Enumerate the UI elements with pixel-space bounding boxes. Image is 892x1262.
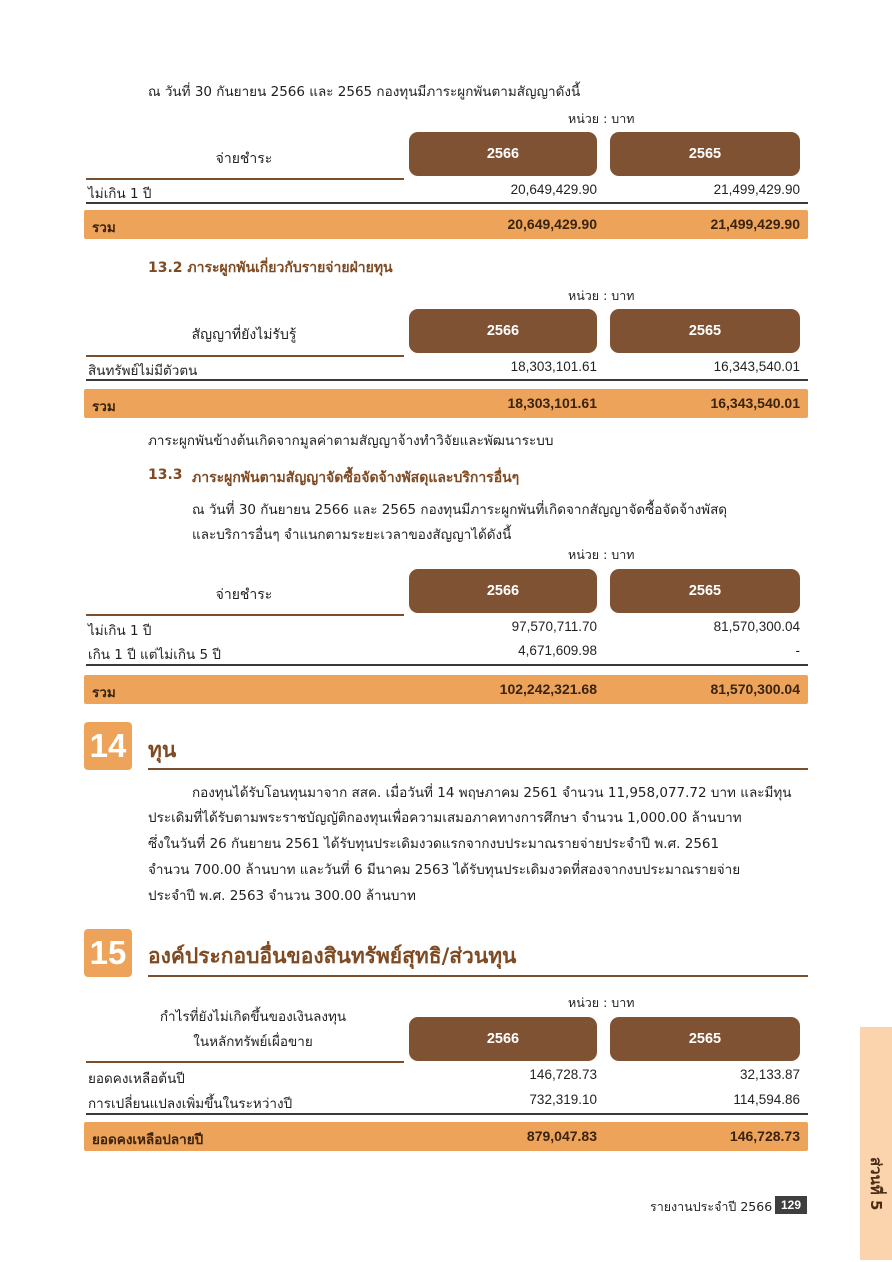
row-label: ไม่เกิน 1 ปี bbox=[88, 186, 152, 202]
total-label: รวม bbox=[92, 220, 116, 236]
table-header-label: จ่ายชำระ bbox=[215, 587, 273, 603]
total-value-2565: 16,343,540.01 bbox=[710, 395, 800, 411]
unit-label: หน่วย : บาท bbox=[568, 995, 635, 1010]
header-underline bbox=[86, 178, 404, 180]
total-label: รวม bbox=[92, 685, 116, 701]
section-14-paragraph-line5: ประจำปี พ.ศ. 2563 จำนวน 300.00 ล้านบาท bbox=[148, 888, 416, 904]
total-value-2565: 146,728.73 bbox=[729, 1128, 800, 1144]
table-header-label: จ่ายชำระ bbox=[215, 151, 273, 167]
header-underline bbox=[86, 1061, 404, 1063]
unit-label: หน่วย : บาท bbox=[568, 288, 635, 303]
unit-label: หน่วย : บาท bbox=[568, 111, 635, 126]
row-value-2566: 20,649,429.90 bbox=[510, 182, 597, 197]
row-value-2565: 16,343,540.01 bbox=[713, 359, 800, 374]
table-header-label: สัญญาที่ยังไม่รับรู้ bbox=[191, 327, 297, 343]
row-divider bbox=[86, 664, 808, 666]
intro-text: ณ วันที่ 30 กันยายน 2566 และ 2565 กองทุนมีภาระผูกพันตามสัญญาดังนี้ bbox=[148, 84, 581, 100]
total-value-2566: 879,047.83 bbox=[526, 1128, 597, 1144]
table-header-label-line1: กำไรที่ยังไม่เกิดขึ้นของเงินลงทุน bbox=[159, 1009, 347, 1025]
section-13-3-paragraph-line2: และบริการอื่นๆ จำแนกตามระยะเวลาของสัญญาได้ดังนี้ bbox=[192, 527, 512, 543]
section-14-number-badge: 14 bbox=[84, 722, 132, 770]
total-label: ยอดคงเหลือปลายปี bbox=[92, 1132, 204, 1148]
row-divider bbox=[86, 202, 808, 204]
section-15-number-badge: 15 bbox=[84, 929, 132, 977]
row-value-2566: 146,728.73 bbox=[529, 1067, 597, 1082]
row-value-2565: 81,570,300.04 bbox=[713, 619, 800, 634]
section-14-paragraph-line2: ประเดิมที่ได้รับตามพระราชบัญญัติกองทุนเพื่อความเสมอภาคทางการศึกษา จำนวน 1,000.00 ล้านบาท bbox=[148, 810, 742, 826]
row-value-2565: 32,133.87 bbox=[739, 1067, 800, 1082]
row-label: ไม่เกิน 1 ปี bbox=[88, 623, 152, 639]
side-section-tab bbox=[860, 1027, 892, 1260]
total-row bbox=[84, 210, 808, 239]
year-header-2566: 2566 bbox=[409, 1017, 597, 1061]
year-header-2565: 2565 bbox=[610, 309, 800, 353]
table-header-label-line2: ในหลักทรัพย์เผื่อขาย bbox=[193, 1034, 313, 1050]
header-underline bbox=[86, 614, 404, 616]
year-header-2566: 2566 bbox=[409, 132, 597, 176]
section-13-3-title: ภาระผูกพันตามสัญญาจัดซื้อจัดจ้างพัสดุและบริการอื่นๆ bbox=[192, 470, 520, 486]
section-14-title: ทุน bbox=[148, 738, 177, 762]
section-14-paragraph-line4: จำนวน 700.00 ล้านบาท และวันที่ 6 มีนาคม 2563 ได้รับทุนประเดิมงวดที่สองจากงบประมาณรายจ่าย bbox=[148, 862, 741, 878]
section-13-3-number: 13.3 bbox=[148, 467, 183, 483]
section-14-paragraph-line3: ซึ่งในวันที่ 26 กันยายน 2561 ได้รับทุนประเดิมงวดแรกจากงบประมาณรายจ่ายประจำปี พ.ศ. 2561 bbox=[148, 836, 720, 852]
section-13-2-title: 13.2 ภาระผูกพันเกี่ยวกับรายจ่ายฝ่ายทุน bbox=[148, 260, 393, 276]
row-label: ยอดคงเหลือต้นปี bbox=[88, 1071, 185, 1087]
year-header-2565: 2565 bbox=[610, 569, 800, 613]
year-header-2566: 2566 bbox=[409, 569, 597, 613]
total-value-2565: 81,570,300.04 bbox=[710, 681, 800, 697]
total-label: รวม bbox=[92, 399, 116, 415]
row-value-2565: 114,594.86 bbox=[733, 1092, 800, 1107]
section-13-2-note: ภาระผูกพันข้างต้นเกิดจากมูลค่าตามสัญญาจ้างทำวิจัยและพัฒนาระบบ bbox=[148, 433, 554, 449]
section-14-paragraph-line1: กองทุนได้รับโอนทุนมาจาก สสค. เมื่อวันที่ 14 พฤษภาคม 2561 จำนวน 11,958,077.72 บาท และมีทุน bbox=[192, 785, 792, 801]
unit-label: หน่วย : บาท bbox=[568, 547, 635, 562]
row-label: สินทรัพย์ไม่มีตัวตน bbox=[88, 363, 198, 379]
total-value-2566: 18,303,101.61 bbox=[507, 395, 597, 411]
section-13-3-paragraph-line1: ณ วันที่ 30 กันยายน 2566 และ 2565 กองทุนมีภาระผูกพันที่เกิดจากสัญญาจัดซื้อจัดจ้างพัสดุ bbox=[192, 502, 728, 518]
year-header-2565: 2565 bbox=[610, 132, 800, 176]
row-value-2566: 97,570,711.70 bbox=[511, 619, 597, 634]
total-row bbox=[84, 1122, 808, 1151]
row-value-2566: 732,319.10 bbox=[529, 1092, 597, 1107]
total-row bbox=[84, 675, 808, 704]
section-14-title-underline bbox=[148, 768, 808, 770]
row-value-2565: - bbox=[795, 643, 800, 658]
footer-report-title: รายงานประจำปี 2566 bbox=[650, 1199, 773, 1214]
page-number: 129 bbox=[775, 1196, 807, 1214]
row-label: การเปลี่ยนแปลงเพิ่มขึ้นในระหว่างปี bbox=[88, 1096, 293, 1112]
year-header-2566: 2566 bbox=[409, 309, 597, 353]
row-divider bbox=[86, 379, 808, 381]
row-divider bbox=[86, 1113, 808, 1115]
total-value-2566: 20,649,429.90 bbox=[507, 216, 597, 232]
section-15-title-underline bbox=[148, 975, 808, 977]
header-underline bbox=[86, 355, 404, 357]
total-value-2565: 21,499,429.90 bbox=[710, 216, 800, 232]
row-label: เกิน 1 ปี แต่ไม่เกิน 5 ปี bbox=[88, 647, 221, 663]
row-value-2565: 21,499,429.90 bbox=[713, 182, 800, 197]
total-value-2566: 102,242,321.68 bbox=[499, 681, 597, 697]
total-row bbox=[84, 389, 808, 418]
side-tab-label: ส่วนที่ 5 bbox=[867, 1157, 885, 1211]
year-header-2565: 2565 bbox=[610, 1017, 800, 1061]
section-15-title: องค์ประกอบอื่นของสินทรัพย์สุทธิ/ส่วนทุน bbox=[148, 944, 517, 968]
row-value-2566: 4,671,609.98 bbox=[518, 643, 597, 658]
row-value-2566: 18,303,101.61 bbox=[510, 359, 597, 374]
